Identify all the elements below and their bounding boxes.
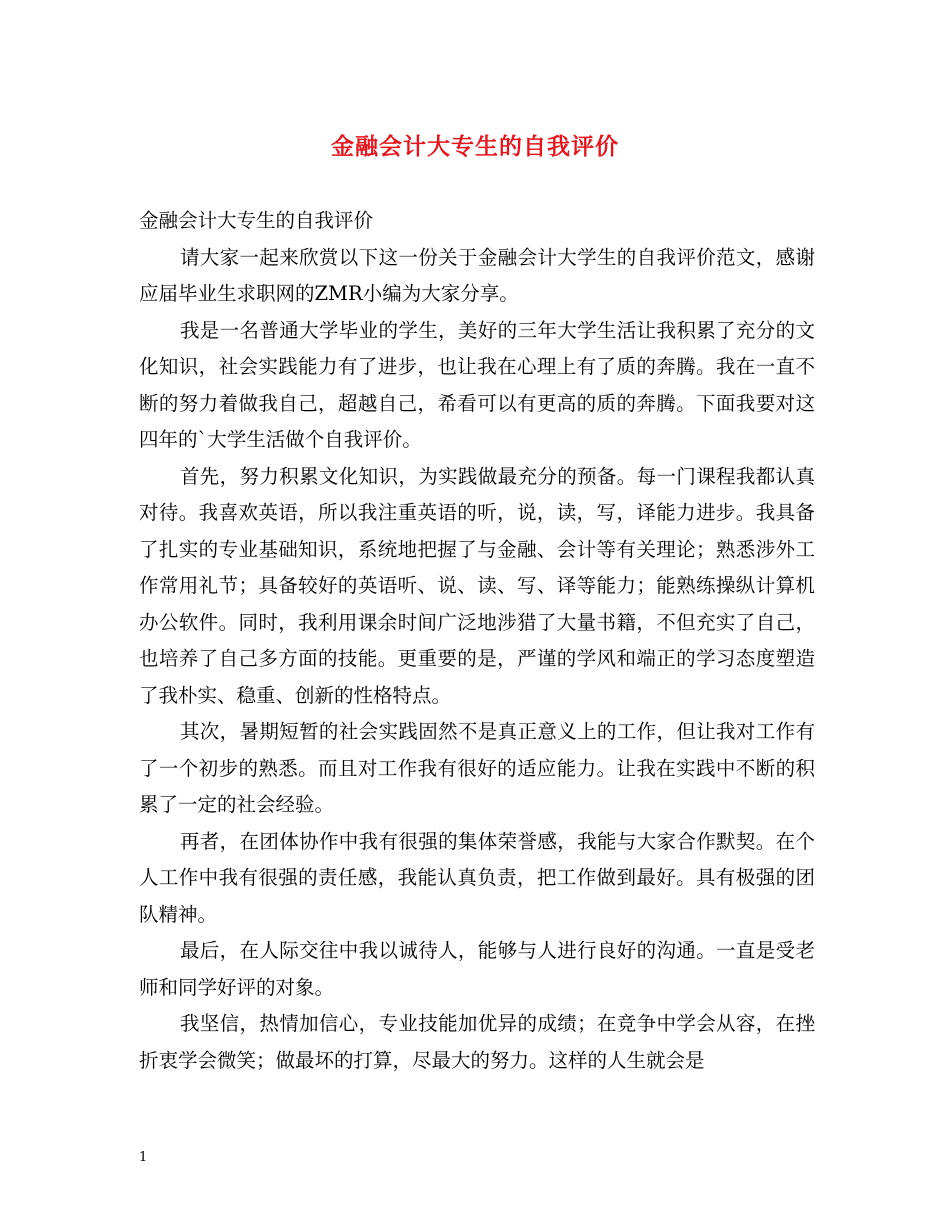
paragraph-intro: 请大家一起来欣赏以下这一份关于金融会计大学生的自我评价范文，感谢应届毕业生求职网的ZMR小编为大家分享。 <box>139 245 815 305</box>
paragraph-5: 最后，在人际交往中我以诚待人，能够与人进行良好的沟通。一直是受老师和同学好评的对象。 <box>139 939 815 999</box>
paragraph-6: 我坚信，热情加信心，专业技能加优异的成绩；在竞争中学会从容，在挫折衷学会微笑；做最坏的打算，尽最大的努力。这样的人生就会是 <box>139 1012 815 1072</box>
paragraph-4: 再者，在团体协作中我有很强的集体荣誉感，我能与大家合作默契。在个人工作中我有很强的责任感，我能认真负责，把工作做到最好。具有极强的团队精神。 <box>139 829 815 926</box>
paragraph-1: 我是一名普通大学毕业的学生，美好的三年大学生活让我积累了充分的文化知识，社会实践能力有了进步，也让我在心理上有了质的奔腾。我在一直不断的努力着做我自己，超越自己，希看可以有更高的质的奔腾。下面我要对这四年的`大学生活做个自我评价。 <box>139 318 815 451</box>
document-body <box>139 203 815 1079</box>
page-number: 1 <box>139 1150 148 1165</box>
document-subtitle: 金融会计大专生的自我评价 <box>139 209 374 232</box>
document-title: 金融会计大专生的自我评价 <box>331 133 619 160</box>
paragraph-3: 其次，暑期短暂的社会实践固然不是真正意义上的工作，但让我对工作有了一个初步的熟悉。而且对工作我有很好的适应能力。让我在实践中不断的积累了一定的社会经验。 <box>139 720 815 816</box>
paragraph-2: 首先，努力积累文化知识，为实践做最充分的预备。每一门课程我都认真对待。我喜欢英语，所以我注重英语的听，说，读，写，译能力进步。我具备了扎实的专业基础知识，系统地把握了与金融、会计等有关理论；熟悉涉外工作常用礼节；具备较好的英语听、说、读、写、译等能力；能熟练操纵计算机办公软件。同时，我利用课余时间广泛地涉猎了大量书籍，不但充实了自己，也培养了自己多方面的技能。更重要的是，严谨的学风和端正的学习态度塑造了我朴实、稳重、创新的性格特点。 <box>139 464 815 707</box>
